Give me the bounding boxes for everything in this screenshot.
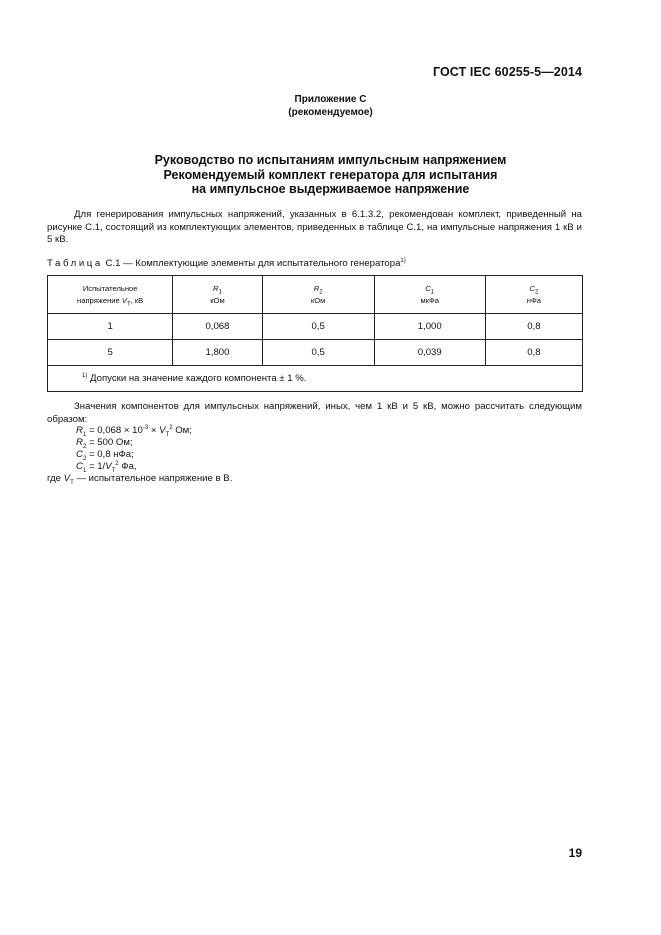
table-cell: 1,800 (173, 340, 262, 366)
formula-text: Ом; (172, 425, 192, 436)
appendix-heading (0, 93, 661, 119)
header-sub: 2 (534, 289, 539, 296)
title-line-2: Рекомендуемый комплект генератора для испытания (163, 167, 498, 182)
footnote-mark: 1) (82, 372, 88, 379)
header-unit: мкФа (420, 295, 439, 305)
formula-r1 (76, 425, 192, 438)
where-prefix: где (47, 473, 64, 484)
formula-symbol: C (76, 461, 83, 472)
formula-sub: 2 (82, 455, 87, 462)
where-text: — испытательное напряжение в В. (73, 473, 233, 484)
formula-c1 (76, 461, 137, 474)
formula-sub: 1 (82, 467, 87, 474)
formula-c2 (76, 449, 134, 462)
header-symbol: C (425, 283, 431, 293)
table-caption-title: С.1 — Комплектующие элементы для испытательного генератора (105, 258, 401, 269)
header-unit: нФа (526, 295, 541, 305)
formula-exponent: 2 (169, 424, 173, 431)
components-table (47, 275, 583, 392)
header-r2 (262, 276, 374, 314)
header-sub: 2 (319, 289, 323, 296)
formula-text: = 500 Ом; (86, 437, 133, 448)
formula-sub: 1 (82, 431, 87, 438)
standard-code: ГОСТ IEC 60255-5—2014 (432, 65, 582, 79)
formula-text: = 0,068 × 10 (86, 425, 143, 436)
formula-exponent: -3 (142, 424, 149, 431)
table-row (48, 340, 583, 366)
table-cell: 0,039 (374, 340, 485, 366)
formula-text: = 0,8 нФа; (86, 449, 134, 460)
table-cell: 1 (48, 314, 173, 340)
calculation-paragraph: Значения компонентов для импульсных напряжений, иных, чем 1 кВ и 5 кВ, можно рассчитать следующим образом: (47, 401, 582, 425)
header-unit: , кВ (130, 295, 144, 305)
header-c2 (485, 276, 582, 314)
header-unit: кОм (210, 295, 225, 305)
formula-symbol: V (105, 461, 112, 472)
title-line-3: на импульсное выдерживаемое напряжение (191, 182, 470, 196)
header-symbol: R (313, 283, 320, 293)
table-cell: 0,8 (485, 314, 582, 340)
formula-sub: T (165, 431, 170, 438)
table-cell: 5 (48, 340, 173, 366)
intro-paragraph: Для генерирования импульсных напряжений, указанных в 6.1.3.2, рекомендован комплект, приведенный на рисунке С.1, состоящий из комплектующих элементов, приведенных в таблице С.1, на импульсные напряжения 1 кВ и 5 кВ. (47, 209, 582, 245)
formula-sub: 2 (82, 443, 87, 450)
formula-symbol: R (76, 425, 83, 436)
header-unit: кОм (310, 295, 326, 305)
table-caption-label: Таблица (47, 258, 103, 269)
formula-text: Фа, (118, 461, 137, 472)
formula-sub: T (111, 467, 116, 474)
formula-text: × (148, 425, 160, 436)
appendix-status: (рекомендуемое) (288, 107, 373, 118)
table-cell: 0,5 (262, 340, 374, 366)
table-footnote-row (48, 366, 583, 392)
header-sub: T (126, 301, 131, 308)
table-caption (47, 258, 406, 270)
title-line-1: Руководство по испытаниям импульсным напряжением (154, 153, 507, 167)
appendix-name: Приложение С (294, 94, 367, 105)
table-cell: 0,068 (173, 314, 262, 340)
where-clause (47, 473, 232, 486)
where-symbol: V (63, 473, 71, 484)
header-symbol: C (529, 283, 535, 293)
header-symbol: R (213, 283, 219, 293)
header-test-voltage (48, 276, 173, 314)
where-sub: T (70, 479, 74, 486)
table-cell: 0,8 (485, 340, 582, 366)
formula-r2 (76, 437, 133, 450)
table-row (48, 314, 583, 340)
formula-symbol: V (159, 425, 166, 436)
header-sub: 1 (218, 289, 222, 296)
table-footnote (48, 366, 583, 392)
table-cell: 0,5 (262, 314, 374, 340)
header-r1 (173, 276, 262, 314)
header-line: Испытательное (82, 283, 138, 293)
header-prefix: напряжение (77, 295, 122, 305)
formula-exponent: 2 (115, 460, 119, 467)
table-header-row (48, 276, 583, 314)
table-cell: 1,000 (374, 314, 485, 340)
header-sub: 1 (430, 289, 435, 296)
formula-text: = 1/ (86, 461, 106, 472)
formula-symbol: C (76, 449, 83, 460)
formula-symbol: R (76, 437, 83, 448)
footnote-text: Допуски на значение каждого компонента ± 1 %. (90, 373, 307, 384)
page-number: 19 (568, 846, 582, 860)
table-caption-footnote-mark: 1) (400, 257, 406, 264)
header-c1 (374, 276, 485, 314)
header-symbol: V (121, 295, 127, 305)
section-title (0, 153, 661, 197)
